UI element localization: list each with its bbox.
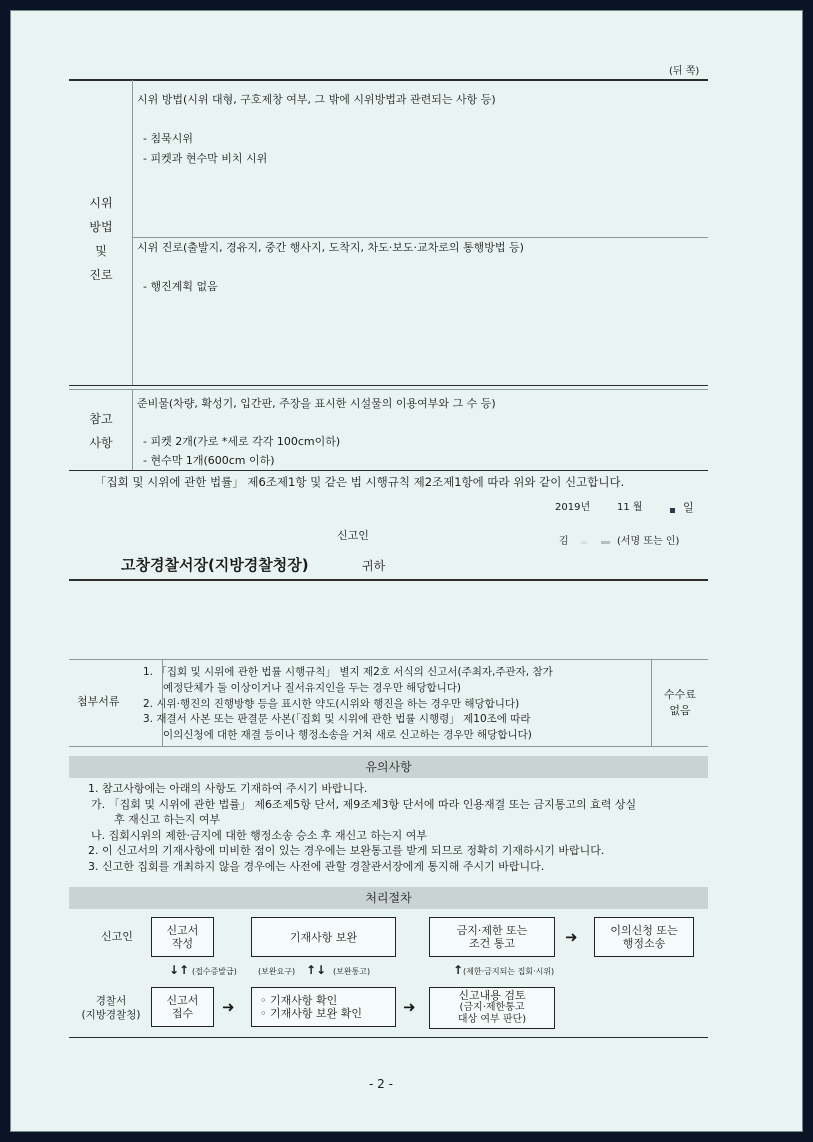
attachment-item: 예정단체가 둘 이상이거나 질서유지인을 두는 경우만 해당합니다) <box>163 682 461 694</box>
recipient: 고창경찰서장(지방경찰청장) <box>121 556 309 574</box>
note-item: 3. 신고한 집회를 개최하지 않을 경우에는 사전에 관할 경찰관서장에게 통지해 주시기 바랍니다. <box>88 860 545 873</box>
reference-top-rule <box>69 389 708 390</box>
notes-title: 유의사항 <box>69 756 708 778</box>
attachments-label: 첨부서류 <box>77 695 120 708</box>
route-bottom-rule <box>69 385 708 386</box>
attachment-item: 1. 「집회 및 시위에 관한 법률 시행규칙」 별지 제2호 서식의 신고서(주최자,주관자, 참가 <box>143 666 553 678</box>
box-receive: 신고서 접수 <box>151 987 214 1027</box>
process-reporter-label: 신고인 <box>101 930 133 943</box>
reference-bottom-rule <box>69 470 708 471</box>
attachments-top-rule <box>69 659 708 660</box>
arrow-right-icon: ➜ <box>403 998 416 1016</box>
arrow-up-icon: ↑ <box>453 963 464 977</box>
attachments-bottom-rule <box>69 746 708 747</box>
method-route-rule <box>133 237 708 238</box>
signature-label: (서명 또는 인) <box>617 536 680 547</box>
attachment-item: 3. 재결서 사본 또는 판결문 사본(「집회 및 시위에 관한 법률 시행령」 제10조에 따라 <box>143 713 531 725</box>
process-bottom-rule <box>69 1037 708 1038</box>
redaction-mark <box>581 541 587 544</box>
box-objection: 이의신청 또는 행정소송 <box>594 917 694 957</box>
route-item: - 행진계획 없음 <box>143 280 218 293</box>
box-restriction-notice: 금지·제한 또는 조건 통고 <box>429 917 555 957</box>
note-receipt: (접수증발급) <box>192 967 237 976</box>
reporter-label: 신고인 <box>337 529 369 542</box>
arrow-updown-icon: ↑↓ <box>306 963 327 977</box>
method-item: - 피켓과 현수막 비치 시위 <box>143 152 268 165</box>
declaration-statement: 「집회 및 시위에 관한 법률」 제6조제1항 및 같은 법 시행규칙 제2조제1항에 따라 위와 같이 신고합니다. <box>95 475 625 489</box>
route-title: 시위 진로(출발지, 경유지, 중간 행사지, 도착지, 차도·보도·교차로의 통행방법 등) <box>137 241 524 254</box>
note-item: 나. 집회시위의 제한·금지에 대한 행정소송 승소 후 재신고 하는지 여부 <box>91 829 427 842</box>
note-item: 1. 참고사항에는 아래의 사항도 기재하여 주시기 바랍니다. <box>88 782 368 795</box>
note-request: (보완요구) <box>258 967 296 976</box>
attachment-item: 이의신청에 대한 재결 등이나 행정소송을 거쳐 새로 신고하는 경우만 해당합니다) <box>163 729 532 741</box>
reference-label: 참고 사항 <box>89 412 113 450</box>
document-page <box>10 10 803 1132</box>
box-review: 신고내용 검토 (금지·제한통고 대상 여부 판단) <box>429 987 555 1029</box>
top-rule <box>69 79 708 81</box>
declaration-bottom-rule <box>69 579 708 581</box>
declaration-year: 2019년 <box>555 502 591 513</box>
route-label: 시위 방법 및 진로 <box>89 196 113 282</box>
redaction-mark <box>670 508 675 513</box>
attachment-item: 2. 시위·행진의 진행방향 등을 표시한 약도(시위와 행진을 하는 경우만 해당합니다) <box>143 698 520 710</box>
recipient-suffix: 귀하 <box>362 559 386 573</box>
declaration-day: 일 <box>683 501 694 514</box>
process-police-label: 경찰서 (지방경찰청) <box>81 995 141 1021</box>
arrow-right-icon: ➜ <box>565 928 578 946</box>
fee-box: 수수료 없음 <box>664 688 696 717</box>
arrow-right-icon: ➜ <box>222 998 235 1016</box>
note-supplement: (보완통고) <box>333 967 371 976</box>
method-item: - 침묵시위 <box>143 132 193 145</box>
page-number: - 2 - <box>369 1077 393 1091</box>
redaction-mark <box>601 541 610 544</box>
reference-item: - 피켓 2개(가로 *세로 각각 100cm이하) <box>143 435 341 448</box>
note-item: 2. 이 신고서의 기재사항에 미비한 점이 있는 경우에는 보완통고를 받게 되므로 정확히 기재하시기 바랍니다. <box>88 844 605 857</box>
note-item: 가. 「집회 및 시위에 관한 법률」 제6조제5항 단서, 제9조제3항 단서에 따라 인용재결 또는 금지통고의 효력 상실 <box>91 798 637 811</box>
box-check: ◦ 기재사항 확인 ◦ 기재사항 보완 확인 <box>251 987 396 1027</box>
box-supplement: 기재사항 보완 <box>251 917 396 957</box>
process-title: 처리절차 <box>69 887 708 909</box>
method-title: 시위 방법(시위 대형, 구호제창 여부, 그 밖에 시위방법과 관련되는 사항 등) <box>137 93 496 106</box>
reference-item: - 현수막 1개(600cm 이하) <box>143 454 275 467</box>
back-side-label: (뒤 쪽) <box>669 66 700 77</box>
box-write-form: 신고서 작성 <box>151 917 214 957</box>
note-restriction: (제한·금지되는 집회·시위) <box>463 967 555 976</box>
reporter-name: 김 <box>559 536 569 547</box>
reference-title: 준비물(차량, 확성기, 입간판, 주장을 표시한 시설물의 이용여부와 그 수 등) <box>137 397 496 410</box>
note-item: 후 재신고 하는지 여부 <box>114 813 221 826</box>
declaration-month: 11 월 <box>617 502 643 513</box>
arrow-updown-icon: ↓↑ <box>169 963 190 977</box>
